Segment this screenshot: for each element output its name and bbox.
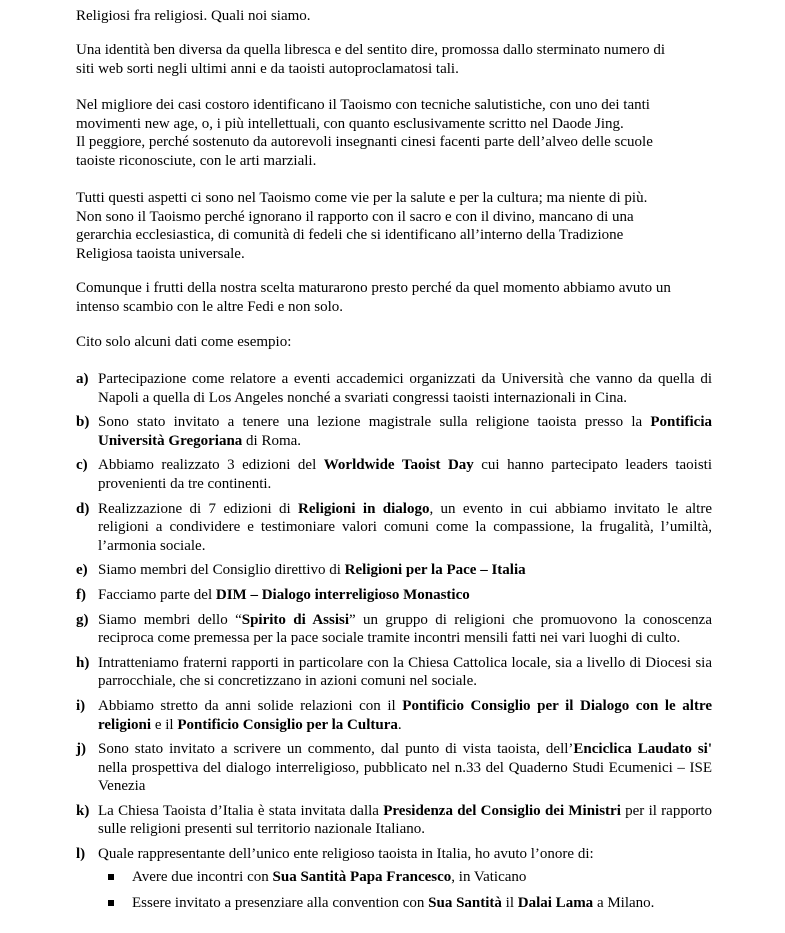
text-span: Siamo membri del Consiglio direttivo di xyxy=(98,562,345,579)
square-bullet-icon xyxy=(108,874,114,880)
text-span: Partecipazione come relatore a eventi accademici organizzati da Università che vanno da quella di Napoli a quella di Los Angeles nonché a svariati congressi taoisti internazionali in Cina. xyxy=(98,371,712,406)
bold-text: Pontificio Consiglio per la Cultura xyxy=(177,716,398,733)
list-marker: g) xyxy=(76,611,89,628)
list-marker: a) xyxy=(76,371,89,387)
text-span: di Roma. xyxy=(242,432,302,449)
list-item xyxy=(76,611,712,648)
text-span: Sono stato invitato a tenere una lezione magistrale sulla religione taoista presso la xyxy=(98,414,651,431)
bold-text: Presidenza del Consiglio dei Ministri xyxy=(383,802,621,819)
list-item xyxy=(76,586,712,605)
paragraph-examples-intro: Cito solo alcuni dati come esempio: xyxy=(76,334,292,350)
text-line: siti web sorti negli ultimi anni e da taoisti autoproclamatosi tali. xyxy=(76,60,459,77)
text-line: Tutti questi aspetti ci sono nel Taoismo come vie per la salute e per la cultura; ma niente di più. xyxy=(76,190,648,206)
text-line: intenso scambio con le altre Fedi e non solo. xyxy=(76,298,344,315)
text-line: taoiste riconosciute, con le arti marziali. xyxy=(76,152,317,169)
text-span: ” un gruppo di religioni che promuovono la conoscenza reciproca come premessa per la pace sociale tramite incontri mensili fatti nei vari luoghi di culto. xyxy=(98,611,712,647)
text-span: Realizzazione di 7 edizioni di xyxy=(98,500,299,517)
bold-text: Pontificio Consiglio per il Dialogo con le altre religioni xyxy=(98,697,712,733)
list-item xyxy=(76,740,712,796)
list-item xyxy=(76,654,712,691)
bold-text: Dalai Lama xyxy=(517,895,594,912)
text-line: Il peggiore, perché sostenuto da autorevoli insegnanti cinesi facenti parte dell’alveo delle scuole xyxy=(76,134,653,151)
list-item xyxy=(76,802,712,839)
bullet-list xyxy=(98,868,712,913)
text-line: Una identità ben diversa da quella libresca e del sentito dire, promossa dallo sterminato numero di xyxy=(76,42,665,58)
text-span: a Milano. xyxy=(593,895,655,912)
text-span: Abbiamo realizzato 3 edizioni del xyxy=(98,457,324,474)
text-span: e il xyxy=(151,716,178,733)
text-span: , in Vaticano xyxy=(451,868,527,885)
paragraph-fruits xyxy=(76,279,671,316)
bold-text: Religioni in dialogo xyxy=(298,500,430,517)
text-span: La Chiesa Taoista d’Italia è stata invitata dalla xyxy=(98,802,384,819)
text-span: . xyxy=(397,716,402,733)
list-item xyxy=(76,413,712,450)
bold-text: DIM – Dialogo interreligioso Monastico xyxy=(215,586,470,603)
list-marker: l) xyxy=(76,846,86,863)
list-marker: c) xyxy=(76,457,88,474)
text-span: cui hanno partecipato leaders taoisti provenienti da tre continenti. xyxy=(98,457,713,492)
bold-text: Sua Santità xyxy=(428,895,502,912)
list-marker: d) xyxy=(76,500,90,517)
list-marker: j) xyxy=(76,741,86,758)
square-bullet-icon xyxy=(108,900,114,906)
page-title: Religiosi fra religiosi. Quali noi siamo. xyxy=(76,8,311,24)
list-marker: k) xyxy=(76,802,90,819)
bold-text: Worldwide Taoist Day xyxy=(323,457,474,474)
bold-text: Religioni per la Pace – Italia xyxy=(344,562,526,579)
text-span: Avere due incontri con xyxy=(132,868,273,885)
text-span: il xyxy=(501,895,518,912)
bold-text: Sua Santità Papa Francesco xyxy=(272,868,452,885)
list-item xyxy=(76,561,712,580)
list-marker: b) xyxy=(76,414,90,431)
text-line: Religiosa taoista universale. xyxy=(76,245,245,262)
list-marker: i) xyxy=(76,697,86,714)
text-span: Essere invitato a presenziare alla convention con xyxy=(132,895,429,912)
text-span: , un evento in cui abbiamo invitato le altre religioni a condividere e testimoniare valori comuni come la compassione, la frugalità, l’umiltà, l’armonia sociale. xyxy=(98,500,712,554)
text-span: per il rapporto sulle religioni presenti sul territorio nazionale Italiano. xyxy=(98,802,712,838)
text-line: movimenti new age, o, i più intellettuali, con quanto esclusivamente scritto nel Daode Jing. xyxy=(76,115,624,132)
list-item xyxy=(76,845,712,913)
list-marker: f) xyxy=(76,586,86,603)
list-item xyxy=(76,697,712,734)
examples-list xyxy=(76,370,712,921)
text-line: Comunque i frutti della nostra scelta maturarono presto perché da quel momento abbiamo avuto un xyxy=(76,280,671,296)
text-line: Nel migliore dei casi costoro identificano il Taoismo con tecniche salutistiche, con uno dei tanti xyxy=(76,97,650,113)
text-span: Intratteniamo fraterni rapporti in particolare con la Chiesa Cattolica locale, sia a livello di Diocesi sia parrocchiale, che si concretizzano in azioni comuni nel sociale. xyxy=(98,654,712,690)
list-item xyxy=(76,500,712,556)
text-span: nella prospettiva del dialogo interreligioso, pubblicato nel n.33 del Quaderno Studi Ecumenici – ISE Venezia xyxy=(98,759,712,795)
paragraph-misconceptions xyxy=(76,96,653,170)
paragraph-aspects xyxy=(76,189,647,263)
bold-text: Enciclica Laudato si' xyxy=(573,741,712,758)
text-span: Siamo membri dello “ xyxy=(98,611,242,628)
text-span: Sono stato invitato a scrivere un commento, dal punto di vista taoista, dell’ xyxy=(98,741,574,758)
bullet-item xyxy=(98,868,712,887)
list-marker: h) xyxy=(76,654,90,671)
list-marker: e) xyxy=(76,562,88,579)
list-item xyxy=(76,456,712,493)
text-line: gerarchia ecclesiastica, di comunità di fedeli che si identificano all’interno della Tradizione xyxy=(76,227,624,244)
text-line: Non sono il Taoismo perché ignorano il rapporto con il sacro e con il divino, mancano di una xyxy=(76,208,634,225)
paragraph-identity xyxy=(76,41,665,78)
bold-text: Spirito di Assisi xyxy=(241,611,349,628)
list-item xyxy=(76,370,712,407)
bullet-item xyxy=(98,894,712,913)
text-span: Abbiamo stretto da anni solide relazioni con il xyxy=(98,697,403,714)
bold-text: Pontificia Università Gregoriana xyxy=(98,414,712,449)
text-span: Facciamo parte del xyxy=(98,586,216,603)
text-span: Quale rappresentante dell’unico ente religioso taoista in Italia, ho avuto l’onore di: xyxy=(98,846,594,863)
